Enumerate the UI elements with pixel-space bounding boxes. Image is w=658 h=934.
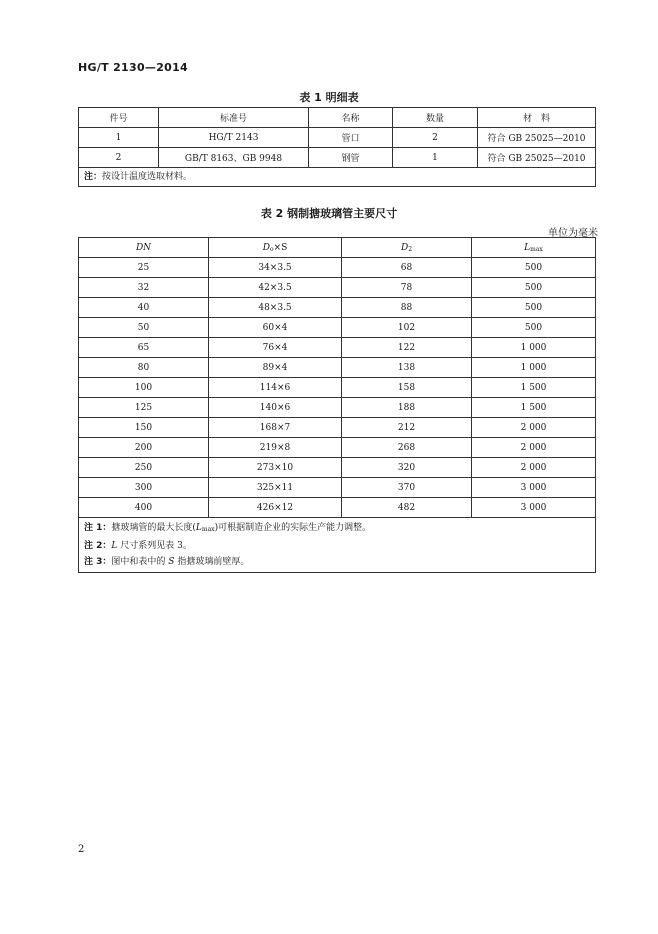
col-header-d2: $D_2$ [342, 238, 472, 258]
cell: 114×6 [209, 378, 342, 398]
cell: GB/T 8163、GB 9948 [159, 148, 309, 168]
cell: HG/T 2143 [159, 128, 309, 148]
cell: 150 [79, 418, 209, 438]
table2-notes-row [79, 518, 596, 573]
cell: 符合 GB 25025—2010 [478, 128, 596, 148]
cell: 2 000 [472, 438, 596, 458]
cell: 482 [342, 498, 472, 518]
cell: 42×3.5 [209, 278, 342, 298]
cell: 80 [79, 358, 209, 378]
cell: 138 [342, 358, 472, 378]
table-row [79, 318, 596, 338]
table1-header-row [79, 108, 596, 128]
note-2: 注 2：L 尺寸系列见表 3。 [84, 541, 192, 551]
table-row [79, 498, 596, 518]
cell: 3 000 [472, 478, 596, 498]
col-header-lmax: $L_{max}$ [472, 238, 596, 258]
table1-note-row [79, 168, 596, 187]
cell: 1 000 [472, 358, 596, 378]
cell: 1 500 [472, 378, 596, 398]
page-number: 2 [78, 844, 85, 855]
cell: 钢管 [309, 148, 393, 168]
cell: 60×4 [209, 318, 342, 338]
col-header-material: 材 料 [478, 108, 596, 128]
cell: 168×7 [209, 418, 342, 438]
table1-caption: 表 1 明细表 [299, 91, 359, 104]
cell: 250 [79, 458, 209, 478]
cell: 1 500 [472, 398, 596, 418]
cell: 88 [342, 298, 472, 318]
col-header-part-no: 件号 [79, 108, 159, 128]
table-row [79, 128, 596, 148]
cell: 500 [472, 298, 596, 318]
cell: 125 [79, 398, 209, 418]
col-header-name: 名称 [309, 108, 393, 128]
cell: 268 [342, 438, 472, 458]
cell: 2 000 [472, 458, 596, 478]
note-text: 按设计温度选取材料。 [102, 172, 193, 182]
table-row [79, 398, 596, 418]
cell: 65 [79, 338, 209, 358]
cell: 3 000 [472, 498, 596, 518]
cell: 2 [393, 128, 478, 148]
cell: 34×3.5 [209, 258, 342, 278]
cell: 188 [342, 398, 472, 418]
cell: 200 [79, 438, 209, 458]
cell: 管口 [309, 128, 393, 148]
cell: 32 [79, 278, 209, 298]
table1-note [79, 168, 596, 187]
cell: 102 [342, 318, 472, 338]
cell: 426×12 [209, 498, 342, 518]
table-row [79, 148, 596, 168]
cell: 212 [342, 418, 472, 438]
table-row [79, 338, 596, 358]
cell: 1 [79, 128, 159, 148]
col-header-do-s: $D_o\times S$ [209, 238, 342, 258]
table-row [79, 278, 596, 298]
cell: 100 [79, 378, 209, 398]
cell: 1 [393, 148, 478, 168]
cell: 68 [342, 258, 472, 278]
cell: 320 [342, 458, 472, 478]
cell: 300 [79, 478, 209, 498]
cell: 122 [342, 338, 472, 358]
cell: 400 [79, 498, 209, 518]
standard-code-header: HG/T 2130—2014 [78, 61, 189, 74]
table-row [79, 378, 596, 398]
cell: 2 [79, 148, 159, 168]
cell: 2 000 [472, 418, 596, 438]
table2-header-row [79, 238, 596, 258]
cell: 325×11 [209, 478, 342, 498]
col-header-standard-no: 标准号 [159, 108, 309, 128]
cell: 140×6 [209, 398, 342, 418]
table2-notes [79, 518, 596, 573]
col-header-quantity: 数量 [393, 108, 478, 128]
pipe-dimensions-table [78, 237, 596, 573]
cell: 48×3.5 [209, 298, 342, 318]
note-3: 注 3：图中和表中的 S 指搪玻璃前壁厚。 [84, 557, 250, 567]
cell: 500 [472, 258, 596, 278]
cell: 76×4 [209, 338, 342, 358]
cell: 25 [79, 258, 209, 278]
col-header-dn: DN [79, 238, 209, 258]
note-prefix: 注： [84, 172, 103, 182]
cell: 40 [79, 298, 209, 318]
parts-list-table [78, 107, 596, 187]
cell: 89×4 [209, 358, 342, 378]
cell: 78 [342, 278, 472, 298]
table-row [79, 458, 596, 478]
cell: 500 [472, 318, 596, 338]
cell: 50 [79, 318, 209, 338]
table-row [79, 438, 596, 458]
table-row [79, 298, 596, 318]
table-row [79, 478, 596, 498]
unit-label: 单位为毫米 [548, 228, 598, 239]
cell: 158 [342, 378, 472, 398]
cell: 273×10 [209, 458, 342, 478]
cell: 370 [342, 478, 472, 498]
cell: 500 [472, 278, 596, 298]
table-row [79, 258, 596, 278]
table2-caption: 表 2 钢制搪玻璃管主要尺寸 [260, 207, 398, 220]
note-1: 注 1：搪玻璃管的最大长度$(L_{max})$可根据制造企业的实际生产能力调整。 [84, 523, 372, 533]
table-row [79, 418, 596, 438]
table-row [79, 358, 596, 378]
cell: 符合 GB 25025—2010 [478, 148, 596, 168]
cell: 219×8 [209, 438, 342, 458]
cell: 1 000 [472, 338, 596, 358]
table2-body [79, 258, 596, 518]
